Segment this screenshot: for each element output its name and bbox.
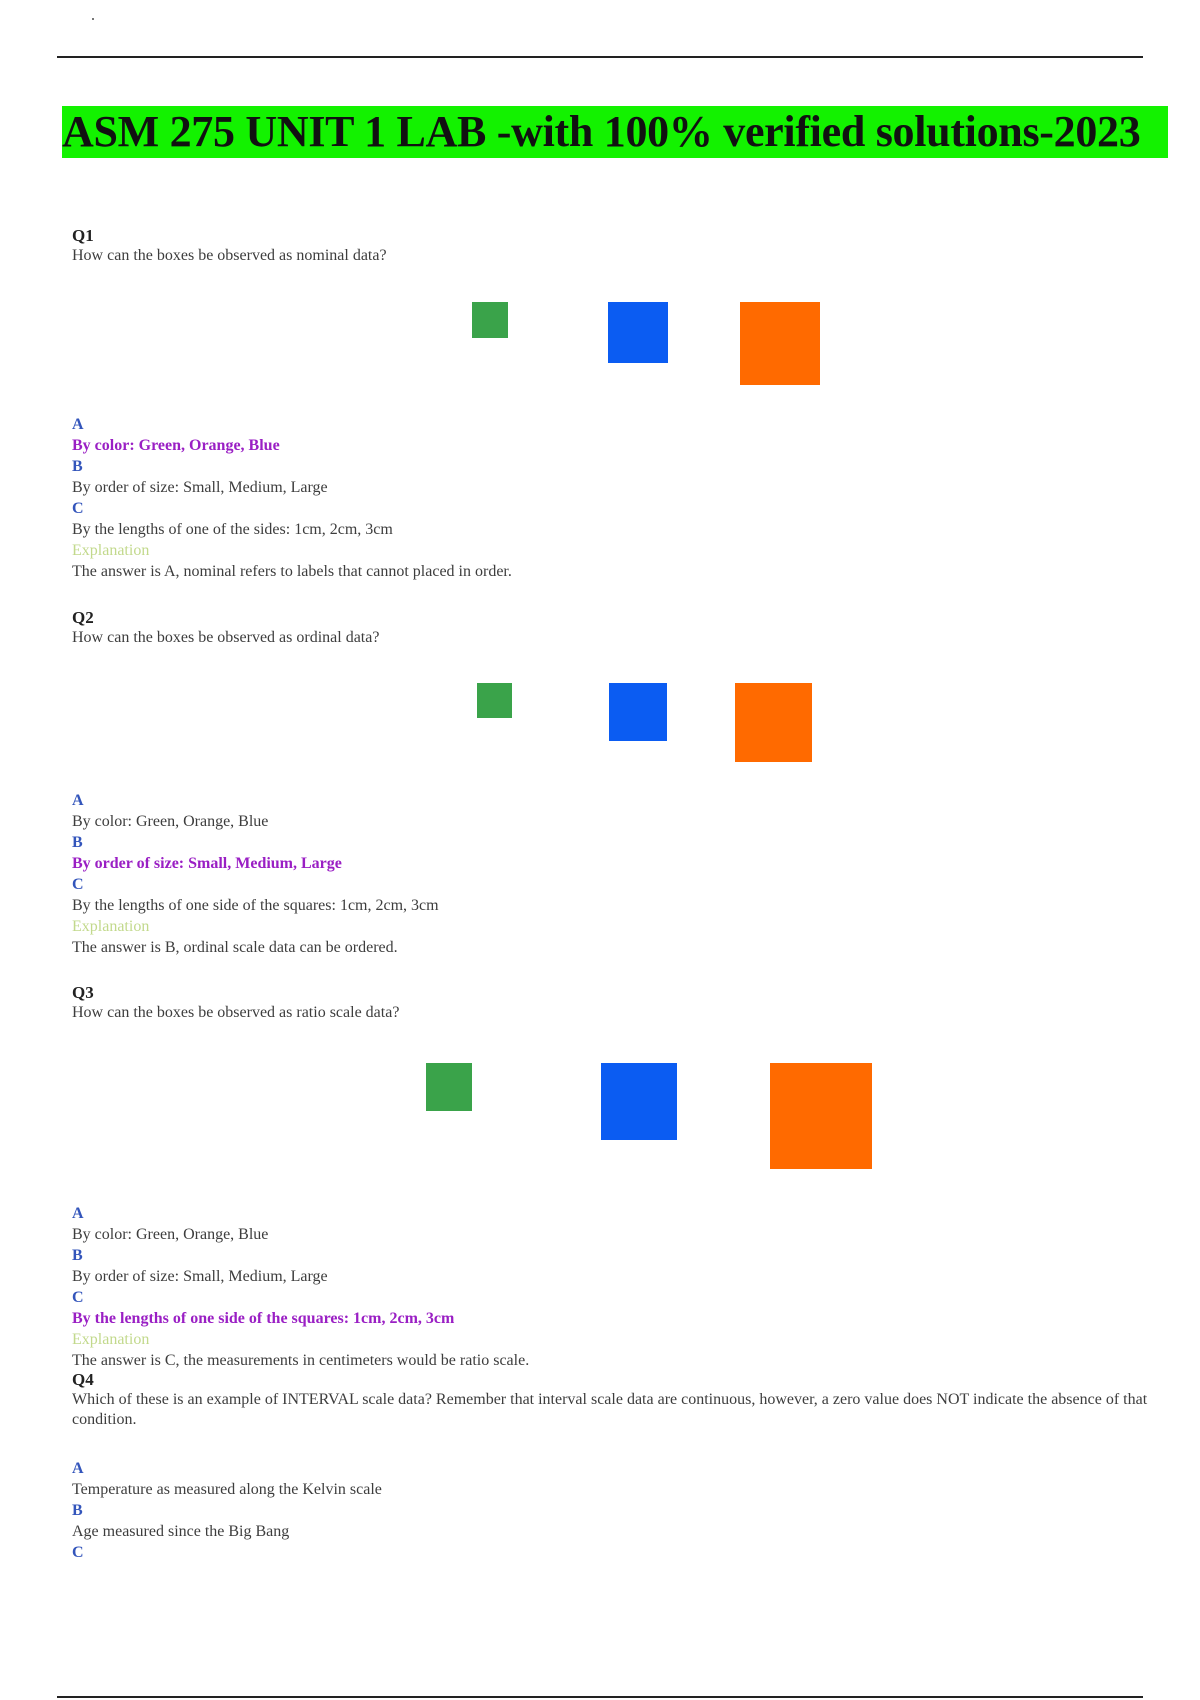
question-1 xyxy=(72,226,1172,266)
document-title: ASM 275 UNIT 1 LAB -with 100% verified solutions-2023 xyxy=(62,106,1168,158)
question-number: Q4 xyxy=(72,1370,94,1389)
large-orange-box xyxy=(770,1063,872,1169)
option-a-letter: A xyxy=(72,416,84,433)
explanation-label: Explanation xyxy=(72,542,150,559)
question-text: How can the boxes be observed as nominal data? xyxy=(72,247,387,264)
top-rule xyxy=(57,56,1143,58)
option-a-text: By color: Green, Orange, Blue xyxy=(72,437,280,454)
small-green-box xyxy=(472,302,508,338)
option-a-text: By color: Green, Orange, Blue xyxy=(72,1226,269,1243)
explanation-label: Explanation xyxy=(72,918,150,935)
large-orange-box xyxy=(740,302,820,385)
explanation-text: The answer is C, the measurements in centimeters would be ratio scale. xyxy=(72,1352,530,1369)
question-number: Q3 xyxy=(72,983,94,1002)
large-orange-box xyxy=(735,683,812,762)
medium-blue-box xyxy=(608,302,668,363)
option-a-letter: A xyxy=(72,792,84,809)
option-b-text: By order of size: Small, Medium, Large xyxy=(72,855,342,872)
question-number: Q2 xyxy=(72,608,94,627)
question-4-answers xyxy=(72,1458,1172,1563)
option-a-text: Temperature as measured along the Kelvin scale xyxy=(72,1481,382,1498)
question-2 xyxy=(72,608,1172,648)
medium-blue-box xyxy=(609,683,667,741)
option-c-text: By the lengths of one of the sides: 1cm, 2cm, 3cm xyxy=(72,521,393,538)
option-b-letter: B xyxy=(72,1247,83,1264)
option-c-text: By the lengths of one side of the squares: 1cm, 2cm, 3cm xyxy=(72,897,439,914)
option-a-text: By color: Green, Orange, Blue xyxy=(72,813,269,830)
option-b-text: By order of size: Small, Medium, Large xyxy=(72,479,328,496)
option-b-text: Age measured since the Big Bang xyxy=(72,1523,290,1540)
option-c-letter: C xyxy=(72,500,84,517)
option-c-text: By the lengths of one side of the squares: 1cm, 2cm, 3cm xyxy=(72,1310,455,1327)
question-number: Q1 xyxy=(72,226,94,245)
question-text: How can the boxes be observed as ratio scale data? xyxy=(72,1004,400,1021)
option-c-letter: C xyxy=(72,1544,84,1561)
question-2-answers xyxy=(72,790,1172,958)
option-b-text: By order of size: Small, Medium, Large xyxy=(72,1268,328,1285)
option-c-letter: C xyxy=(72,1289,84,1306)
explanation-text: The answer is B, ordinal scale data can be ordered. xyxy=(72,939,398,956)
medium-blue-box xyxy=(601,1063,677,1140)
option-a-letter: A xyxy=(72,1205,84,1222)
question-text: How can the boxes be observed as ordinal data? xyxy=(72,629,380,646)
question-4 xyxy=(72,1370,1172,1430)
bottom-rule xyxy=(57,1696,1143,1698)
small-green-box xyxy=(426,1063,472,1111)
explanation-text: The answer is A, nominal refers to labels that cannot placed in order. xyxy=(72,563,512,580)
stray-dot xyxy=(92,18,94,20)
question-3-answers xyxy=(72,1203,1172,1371)
question-1-answers xyxy=(72,414,1172,582)
option-a-letter: A xyxy=(72,1460,84,1477)
option-b-letter: B xyxy=(72,458,83,475)
explanation-label: Explanation xyxy=(72,1331,150,1348)
small-green-box xyxy=(477,683,512,718)
option-b-letter: B xyxy=(72,1502,83,1519)
question-3 xyxy=(72,983,1172,1023)
question-text: Which of these is an example of INTERVAL scale data? Remember that interval scale data are continuous, however, a zero value does NOT indicate the absence of that condition. xyxy=(72,1391,1148,1428)
option-b-letter: B xyxy=(72,834,83,851)
option-c-letter: C xyxy=(72,876,84,893)
